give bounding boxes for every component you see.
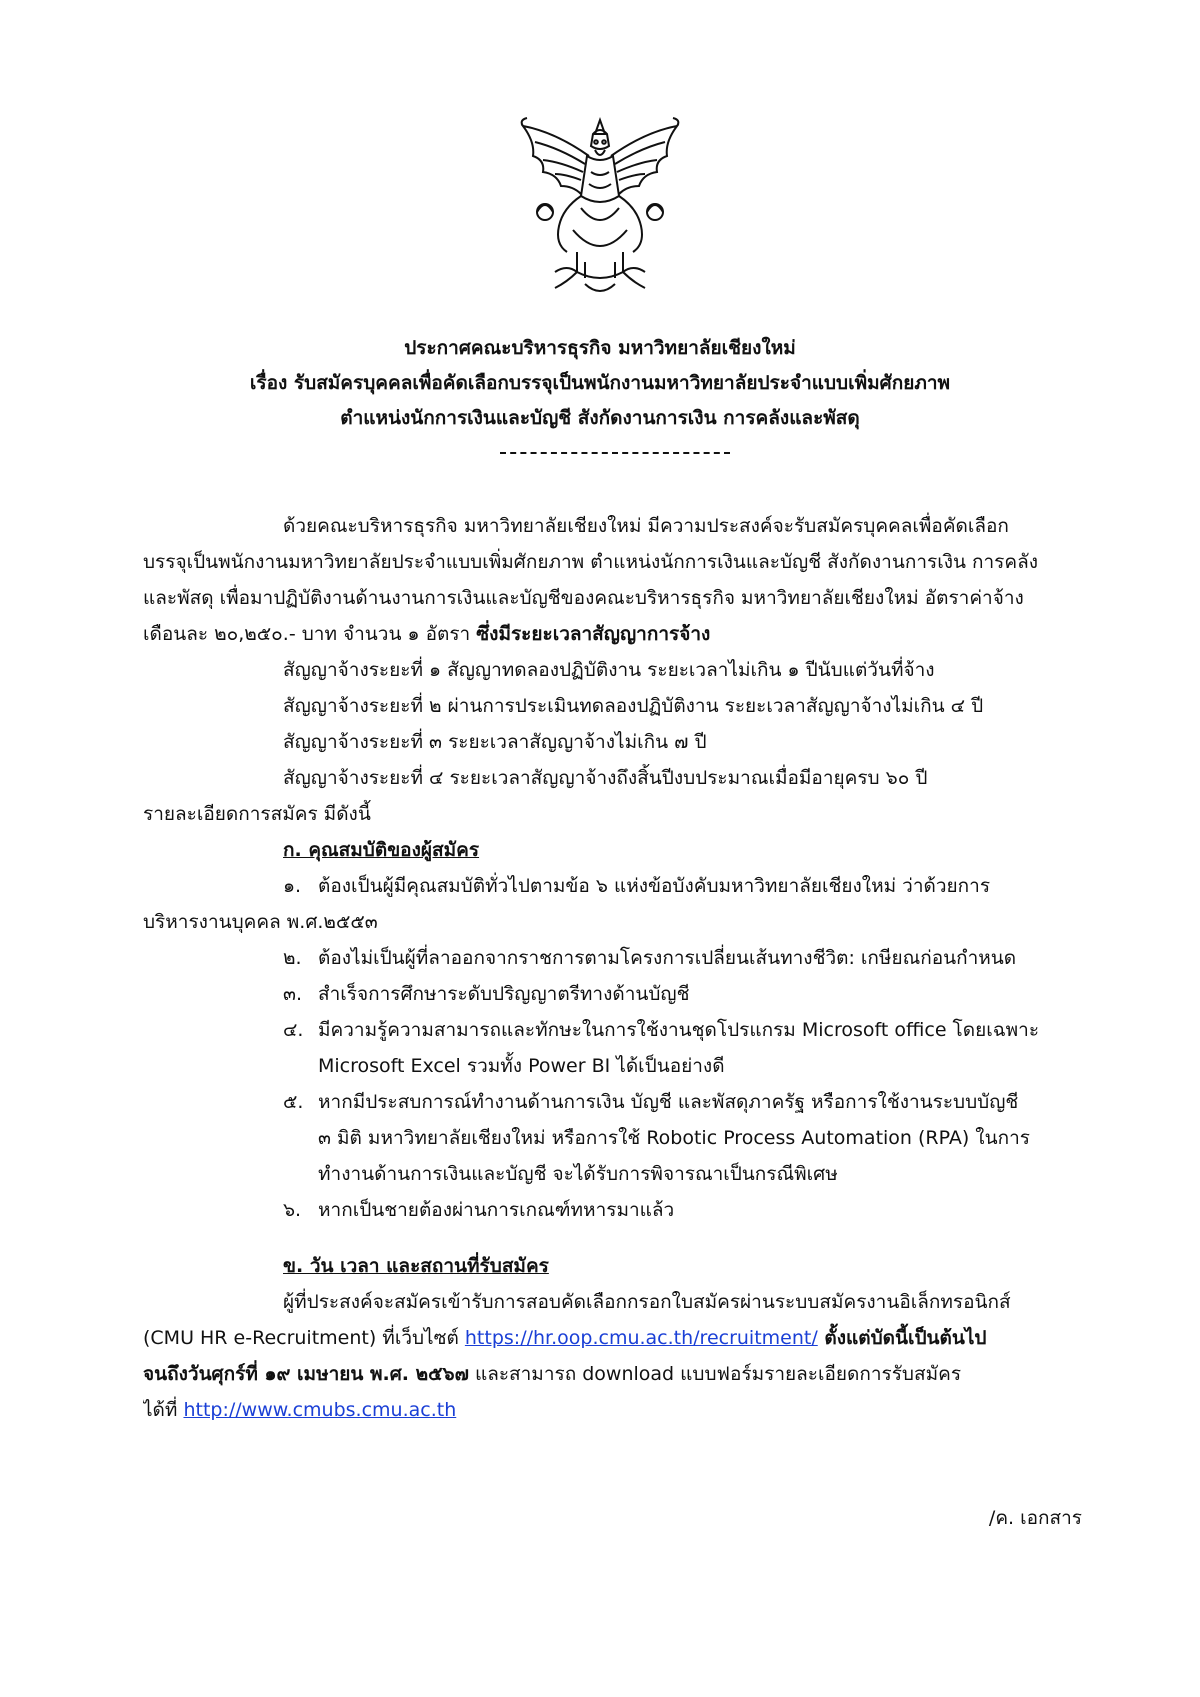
item-text: มีความรู้ความสามารถและทักษะในการใช้งานชุดโปรแกรม Microsoft office โดยเฉพาะ (318, 1019, 1040, 1041)
announcement-title: ประกาศคณะบริหารธุรกิจ มหาวิทยาลัยเชียงใหม่ (404, 337, 796, 359)
announcement-body (143, 508, 1083, 1428)
qualification-item-1-cont: บริหารงานบุคคล พ.ศ.๒๕๕๓ (143, 911, 378, 933)
contract-term-3: สัญญาจ้างระยะที่ ๓ ระยะเวลาสัญญาจ้างไม่เกิน ๗ ปี (283, 731, 707, 753)
item-text: หากมีประสบการณ์ทำงานด้านการเงิน บัญชี และพัสดุภาครัฐ หรือการใช้งานระบบบัญชี (318, 1091, 1019, 1113)
intro-contract-text: ซึ่งมีระยะเวลาสัญญาการจ้าง (476, 623, 711, 645)
intro-line-1: ด้วยคณะบริหารธุรกิจ มหาวิทยาลัยเชียงใหม่ มีความประสงค์จะรับสมัครบุคคลเพื่อคัดเลือก (283, 515, 1009, 537)
recruitment-website-link[interactable]: https://hr.oop.cmu.ac.th/recruitment/ (464, 1327, 818, 1349)
title-divider (500, 452, 730, 454)
application-start-text: ตั้งแต่บัดนี้เป็นต้นไป (817, 1327, 987, 1349)
section-spacer (143, 1228, 1083, 1248)
announcement-subject: เรื่อง รับสมัครบุคคลเพื่อคัดเลือกบรรจุเป็นพนักงานมหาวิทยาลัยประจำแบบเพิ่มศักยภาพ (249, 372, 951, 394)
next-page-marker: /ค. เอกสาร (988, 1507, 1082, 1529)
intro-line-2: บรรจุเป็นพนักงานมหาวิทยาลัยประจำแบบเพิ่มศักยภาพ ตำแหน่งนักการเงินและบัญชี สังกัดงานการเงิน การคลัง (143, 551, 1039, 573)
intro-line-3: และพัสดุ เพื่อมาปฏิบัติงานด้านงานการเงินและบัญชีของคณะบริหารธุรกิจ มหาวิทยาลัยเชียงใหม่ อัตราค่าจ้าง (143, 587, 1024, 609)
details-intro: รายละเอียดการสมัคร มีดังนี้ (143, 803, 371, 825)
item-number: ๒. (283, 947, 302, 969)
section-b-title: ข. วัน เวลา และสถานที่รับสมัคร (283, 1255, 549, 1277)
item-text: ต้องไม่เป็นผู้ที่ลาออกจากราชการตามโครงการเปลี่ยนเส้นทางชีวิต: เกษียณก่อนกำหนด (318, 947, 1017, 969)
contract-term-2: สัญญาจ้างระยะที่ ๒ ผ่านการประเมินทดลองปฏิบัติงาน ระยะเวลาสัญญาจ้างไม่เกิน ๔ ปี (283, 695, 984, 717)
application-line-4 (143, 1392, 1083, 1428)
download-location-text: ได้ที่ (143, 1399, 184, 1421)
qualification-item-5-cont-1: ๓ มิติ มหาวิทยาลัยเชียงใหม่ หรือการใช้ Robotic Process Automation (RPA) ในการ (318, 1127, 1030, 1149)
application-system-text: (CMU HR e-Recruitment) ที่เว็บไซต์ (143, 1327, 465, 1349)
application-line-1: ผู้ที่ประสงค์จะสมัครเข้ารับการสอบคัดเลือกกรอกใบสมัครผ่านระบบสมัครงานอิเล็กทรอนิกส์ (283, 1291, 1011, 1313)
intro-line-4 (143, 616, 1083, 652)
qualification-item-6 (143, 1192, 1083, 1228)
contract-term-4: สัญญาจ้างระยะที่ ๔ ระยะเวลาสัญญาจ้างถึงสิ้นปีงบประมาณเมื่อมีอายุครบ ๖๐ ปี (283, 767, 928, 789)
application-deadline-text: จนถึงวันศุกร์ที่ ๑๙ เมษายน พ.ศ. ๒๕๖๗ (143, 1363, 469, 1385)
item-number: ๕. (283, 1091, 304, 1113)
item-number: ๖. (283, 1199, 302, 1221)
item-number: ๓. (283, 983, 303, 1005)
qualification-item-1 (143, 868, 1083, 904)
qualification-item-4-cont: Microsoft Excel รวมทั้ง Power BI ได้เป็นอย่างดี (318, 1055, 725, 1077)
qualification-item-2 (143, 940, 1083, 976)
qualification-item-4 (143, 1012, 1083, 1048)
item-number: ๔. (283, 1019, 304, 1041)
section-a-title: ก. คุณสมบัติของผู้สมัคร (283, 839, 480, 861)
announcement-position: ตำแหน่งนักการเงินและบัญชี สังกัดงานการเงิน การคลังและพัสดุ (340, 407, 860, 429)
item-number: ๑. (283, 875, 302, 897)
cmubs-website-link[interactable]: http://www.cmubs.cmu.ac.th (183, 1399, 457, 1421)
item-text: ต้องเป็นผู้มีคุณสมบัติทั่วไปตามข้อ ๖ แห่งข้อบังคับมหาวิทยาลัยเชียงใหม่ ว่าด้วยการ (318, 875, 991, 897)
garuda-emblem-icon (515, 112, 685, 302)
qualification-item-5 (143, 1084, 1083, 1120)
item-text: หากเป็นชายต้องผ่านการเกณฑ์ทหารมาแล้ว (318, 1199, 675, 1221)
qualification-item-5-cont-2: ทำงานด้านการเงินและบัญชี จะได้รับการพิจารณาเป็นกรณีพิเศษ (318, 1163, 838, 1185)
qualification-item-3 (143, 976, 1083, 1012)
application-line-3 (143, 1356, 1083, 1392)
application-line-2 (143, 1320, 1083, 1356)
item-text: สำเร็จการศึกษาระดับปริญญาตรีทางด้านบัญชี (318, 983, 690, 1005)
download-form-text: และสามารถ download แบบฟอร์มรายละเอียดการรับสมัคร (468, 1363, 962, 1385)
intro-salary-text: เดือนละ ๒๐,๒๕๐.- บาท จำนวน ๑ อัตรา (143, 623, 477, 645)
contract-term-1: สัญญาจ้างระยะที่ ๑ สัญญาทดลองปฏิบัติงาน ระยะเวลาไม่เกิน ๑ ปีนับแต่วันที่จ้าง (283, 659, 935, 681)
